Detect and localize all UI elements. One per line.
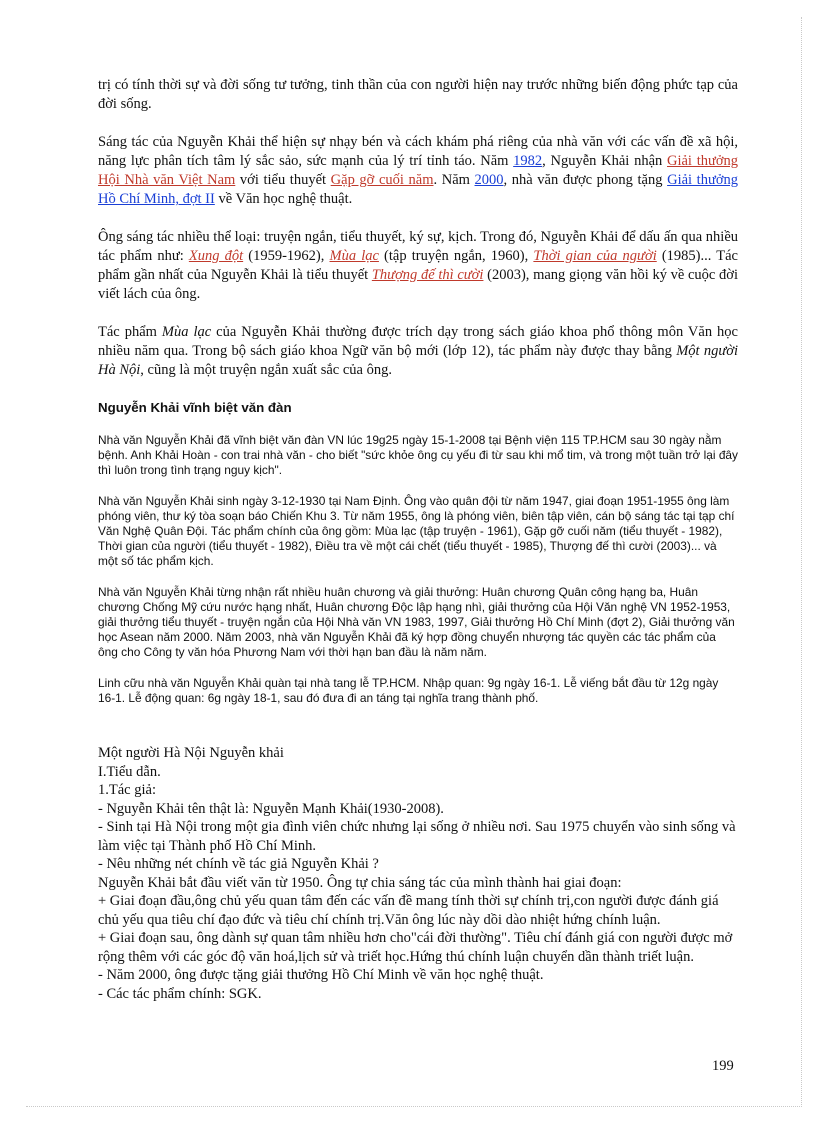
news-paragraph-funeral: Linh cữu nhà văn Nguyễn Khải quàn tại nhà tang lễ TP.HCM. Nhập quan: 9g ngày 16-1. Lễ viếng bắt đầu từ 12g ngày 16-1. Lễ động quan: 6g ngày 18-1, sau đó đưa đi an táng tại nghĩa trang thành phố. [98,676,719,705]
link-award-ho-chi-minh[interactable]: Giải thưởng Hồ Chí Minh, đợt II [98,172,738,207]
notes-line: Nguyễn Khải bắt đầu viết văn từ 1950. Ông tự chia sáng tác của mình thành hai giai đoạn: [98,874,622,891]
text-run: , cũng là một truyện ngắn xuất sắc của ông. [140,362,392,378]
text-run: (1985)... Tác phẩm gần nhất của Nguyễn Khải là tiểu thuyết [98,248,738,283]
paragraph-intro-end: trị có tính thời sự và đời sống tư tưởng, tinh thần của con người hiện nay trước những biến động phức tạp của đời sống. [98,77,738,112]
link-year-2000[interactable]: 2000 [474,172,504,188]
notes-line: I.Tiểu dẫn. [98,763,161,780]
text-run: Tác phẩm [98,324,162,340]
paragraph-works [98,228,738,304]
link-award-writers-association[interactable]: Giải thưởng Hội Nhà văn Việt Nam [98,153,739,188]
news-paragraph-honors: Nhà văn Nguyễn Khải từng nhận rất nhiều huân chương và giải thưởng: Huân chương Quân công hạng ba, Huân chương Chống Mỹ cứu nước hạng nhất, Huân chương Độc lập hạng nhì, giải thưởng của Hội Văn nghệ VN 1952-1953, giải thưởng tiểu thuyết - truyện ngắn của Hội Nhà văn VN 1983, 1997, Giải thưởng Hồ Chí Minh (đợt 2), Giải thưởng văn học Asean năm 2000. Năm 2003, nhà văn Nguyễn Khải đã ký hợp đồng chuyển nhượng tác quyền các tác phẩm của ông cho Công ty văn hóa Phương Nam với thời hạn ban đầu là năm năm. [98,585,735,659]
page-edge-right [800,17,802,1107]
page-content [98,76,738,1003]
text-run: (tập truyện ngắn, 1960), [378,248,534,264]
text-run: , Nguyễn Khải nhận [542,153,667,169]
notes-line: - Nguyễn Khải tên thật là: Nguyễn Mạnh Khải(1930-2008). [98,800,444,817]
text-run: , nhà văn được phong tặng [503,172,668,188]
notes-line: + Giai đoạn đầu,ông chủ yếu quan tâm đến các vấn đề mang tính thời sự chính trị,con người được đánh giá chủ yếu qua tiêu chí đạo đức và tiêu chí chính trị.Văn ông lúc này dồi dào nhiệt hứng chính luận. [98,893,719,928]
link-work-mua-lac[interactable]: Mùa lạc [329,248,379,264]
link-work-thuong-de-thi-cuoi[interactable]: Thượng đế thì cười [371,267,484,283]
notes-title: Một người Hà Nội Nguyễn khải [98,745,284,761]
text-run: với tiểu thuyết [235,172,331,188]
link-novel-gap-go-cuoi-nam[interactable]: Gặp gỡ cuối năm [330,172,434,188]
news-paragraph-death: Nhà văn Nguyễn Khải đã vĩnh biệt văn đàn VN lúc 19g25 ngày 15-1-2008 tại Bệnh viện 115 TP.HCM sau 30 ngày nằm bệnh. Anh Khải Hoàn - con trai nhà văn - cho biết "sức khỏe ông cụ yếu đi từ sau khi mổ tim, và trong một tuần trở lại đây thì luôn trong tình trạng nguy kịch". [98,433,738,477]
text-run: . Năm [433,172,475,188]
text-run: (2003), mang giọng văn hồi ký về cuộc đời viết lách của ông. [98,267,738,302]
link-work-thoi-gian-cua-nguoi[interactable]: Thời gian của người [533,248,657,264]
link-work-xung-dot[interactable]: Xung đột [188,248,244,264]
notes-line: - Sinh tại Hà Nội trong một gia đình viên chức nhưng lại sống ở nhiều nơi. Sau 1975 chuyển vào sinh sống và làm việc tại Thành phố Hồ Chí Minh. [98,819,736,854]
page-number: 199 [712,1058,734,1074]
italic-title: Một người Hà Nội [98,343,738,378]
notes-line: + Giai đoạn sau, ông dành sự quan tâm nhiều hơn cho"cái đời thường". Tiêu chí đánh giá con người được mở rộng thêm với các góc độ văn hoá,lịch sử và triết học.Hứng thú chính luận chuyển dần thành triết luận. [98,930,733,965]
paragraph-awards [98,133,738,209]
notes-line: - Nêu những nét chính về tác giả Nguyễn Khải ? [98,856,379,872]
text-run: Sáng tác của Nguyễn Khải thể hiện sự nhạy bén và cách khám phá riêng của nhà văn với các vấn đề xã hội, năng lực phân tích tâm lý sắc sảo, sức mạnh của lý trí tỉnh táo. Năm [98,134,738,169]
page-edge-bottom [26,1105,802,1107]
section-heading: Nguyễn Khải vĩnh biệt văn đàn [98,400,292,415]
paragraph-textbook [98,323,738,380]
text-run: về Văn học nghệ thuật. [214,191,353,207]
italic-title: Mùa lạc [161,324,212,340]
notes-line: - Năm 2000, ông được tặng giải thưởng Hồ Chí Minh về văn học nghệ thuật. [98,967,544,983]
text-run: của Nguyễn Khải thường được trích dạy trong sách giáo khoa phổ thông môn Văn học nhiều năm qua. Trong bộ sách giáo khoa Ngữ văn bộ mới (lớp 12), tác phẩm này được thay bằng [98,324,738,359]
link-year-1982[interactable]: 1982 [513,153,543,169]
notes-line: 1.Tác giả: [98,782,156,798]
text-run: Ông sáng tác nhiều thể loại: truyện ngắn, tiểu thuyết, ký sự, kịch. Trong đó, Nguyễn Khải để dấu ấn qua nhiều tác phẩm như: [98,229,738,264]
news-paragraph-biography: Nhà văn Nguyễn Khải sinh ngày 3-12-1930 tại Nam Định. Ông vào quân đội từ năm 1947, giai đoạn 1951-1955 ông làm phóng viên, thư ký tòa soạn báo Chiến Khu 3. Từ năm 1955, ông là phóng viên, biên tập viên, cán bộ sáng tác tại tạp chí Văn Nghệ Quân Đội. Tác phẩm chính của ông gồm: Mùa lạc (tập truyện - 1961), Gặp gỡ cuối năm (tiểu thuyết - 1982), Thời gian của người (tiểu thuyết - 1982), Điều tra về một cái chết (tiểu thuyết - 1985), Thượng đế thì cười (2003)... và một số tác phẩm kịch. [98,494,735,568]
study-notes [98,744,738,1003]
text-run: (1959-1962), [243,248,330,264]
notes-line: - Các tác phẩm chính: SGK. [98,985,262,1002]
